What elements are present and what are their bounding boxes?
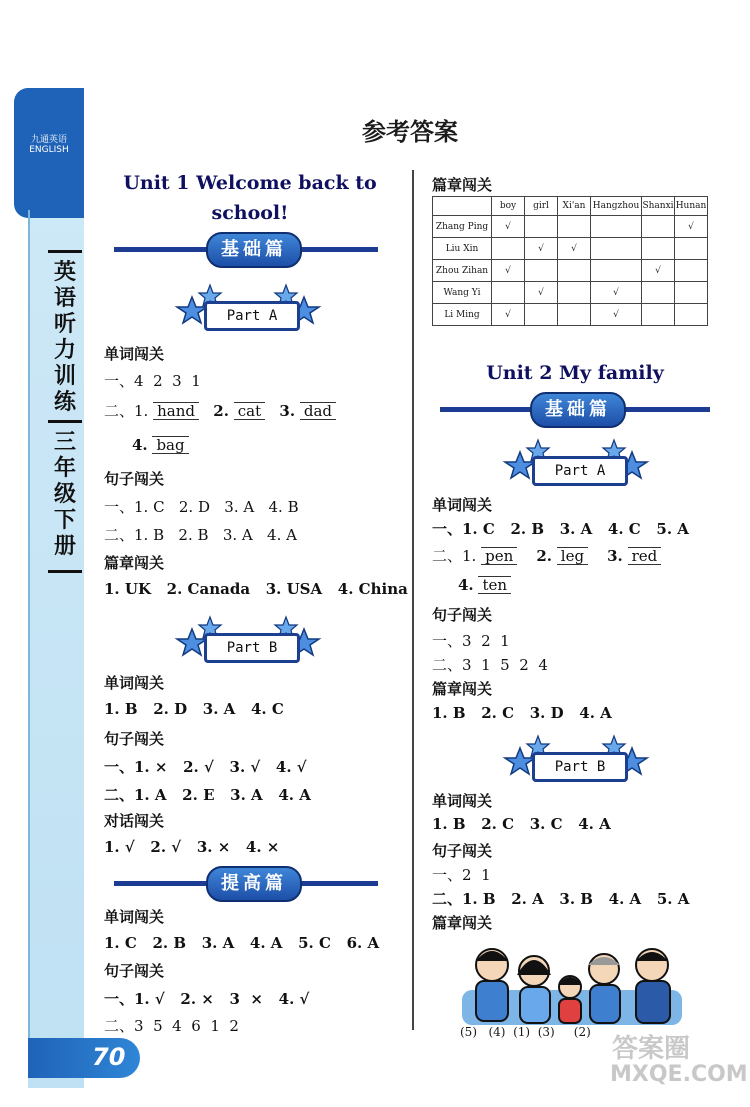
table-cell bbox=[525, 260, 558, 282]
table-cell: Li Ming bbox=[433, 304, 492, 326]
logo-sub: ENGLISH bbox=[29, 145, 69, 155]
table-cell: √ bbox=[492, 304, 525, 326]
answer-line: 一、1. √ 2. × 3 × 4. √ bbox=[104, 990, 310, 1008]
banner-basic-left bbox=[114, 232, 378, 266]
fill-word: dad bbox=[300, 402, 336, 420]
sidebar-bottom-rule bbox=[48, 570, 82, 573]
section-heading: 句子闯关 bbox=[104, 962, 165, 980]
part-label: Part A bbox=[532, 456, 628, 486]
section-heading: 单词闯关 bbox=[104, 908, 165, 926]
table-cell bbox=[642, 304, 675, 326]
sidebar-gap bbox=[48, 416, 82, 430]
sidebar-top-rule bbox=[48, 250, 82, 253]
fill-word: leg bbox=[557, 547, 588, 565]
answer-line: 1. √ 2. √ 3. × 4. × bbox=[104, 838, 280, 856]
sidebar-char: 三 bbox=[53, 430, 76, 455]
part-b-badge-left bbox=[170, 615, 330, 675]
answer-line: 1. B 2. C 3. C 4. A bbox=[432, 815, 611, 833]
sidebar-char: 听 bbox=[53, 312, 76, 337]
answer-line: 1. B 2. D 3. A 4. C bbox=[104, 700, 284, 718]
section-heading: 句子闯关 bbox=[104, 470, 165, 488]
item-number: 2. bbox=[213, 402, 229, 420]
fill-word: pen bbox=[481, 547, 517, 565]
section-heading: 单词闯关 bbox=[432, 496, 493, 514]
answer-line: 一、4 2 3 1 bbox=[104, 372, 201, 390]
table-cell bbox=[558, 304, 591, 326]
part-b-badge-right bbox=[498, 734, 658, 794]
sidebar-band bbox=[28, 88, 84, 1088]
banner-basic-right bbox=[440, 392, 710, 426]
family-answer-numbers: (5) (4) (1) (3) (2) bbox=[460, 1025, 591, 1039]
table-cell bbox=[675, 282, 708, 304]
publisher-logo bbox=[24, 132, 74, 166]
sidebar-char: 力 bbox=[53, 338, 76, 363]
table-cell: Liu Xin bbox=[433, 238, 492, 260]
fill-word: cat bbox=[234, 402, 265, 420]
answer-line: 1. C 2. B 3. A 4. A 5. C 6. A bbox=[104, 934, 380, 952]
fill-word: ten bbox=[478, 576, 511, 594]
table-cell bbox=[591, 260, 642, 282]
table-cell: √ bbox=[492, 216, 525, 238]
table-row bbox=[433, 282, 708, 304]
item-number: 4. bbox=[458, 576, 474, 594]
part-label: Part A bbox=[204, 301, 300, 331]
table-header-row bbox=[433, 197, 708, 216]
table-cell bbox=[492, 238, 525, 260]
answer-line: 1. B 2. C 3. D 4. A bbox=[432, 704, 612, 722]
family-illustration bbox=[462, 935, 682, 1025]
part-a-badge-right bbox=[498, 438, 658, 498]
answer-line-fill bbox=[458, 576, 511, 594]
fill-word: bag bbox=[152, 436, 188, 454]
answer-line-fill bbox=[104, 400, 336, 421]
table-cell: Zhou Zihan bbox=[433, 260, 492, 282]
item-number: 3. bbox=[279, 402, 296, 420]
answer-line: 二、3 1 5 2 4 bbox=[432, 656, 548, 674]
table-cell: √ bbox=[558, 238, 591, 260]
unit2-title: Unit 2 My family bbox=[486, 362, 664, 384]
table-row bbox=[433, 304, 708, 326]
sidebar-char: 练 bbox=[53, 390, 76, 415]
sidebar-char: 英 bbox=[53, 260, 76, 285]
table-cell bbox=[675, 260, 708, 282]
answer-line: 二、1. B 2. B 3. A 4. A bbox=[104, 526, 297, 544]
section-heading: 对话闯关 bbox=[104, 812, 165, 830]
section-heading: 篇章闯关 bbox=[432, 914, 493, 932]
table-header-cell: boy bbox=[492, 197, 525, 216]
table-cell: Zhang Ping bbox=[433, 216, 492, 238]
banner-label: 基础篇 bbox=[530, 392, 626, 428]
table-header-cell: girl bbox=[525, 197, 558, 216]
table-header-cell: Hangzhou bbox=[591, 197, 642, 216]
table-header-cell: Xi'an bbox=[558, 197, 591, 216]
item-number: 2. bbox=[536, 547, 552, 565]
answer-line: 二、1. B 2. A 3. B 4. A 5. A bbox=[432, 890, 690, 908]
logo-text: 九通英语 bbox=[30, 135, 67, 145]
sidebar-char: 年 bbox=[53, 456, 76, 481]
page-number: 70 bbox=[92, 1043, 126, 1071]
part-label: Part B bbox=[204, 633, 300, 663]
table-row bbox=[433, 260, 708, 282]
banner-label: 提高篇 bbox=[206, 866, 302, 902]
table-cell bbox=[675, 304, 708, 326]
section-heading: 句子闯关 bbox=[432, 842, 493, 860]
table-cell: Wang Yi bbox=[433, 282, 492, 304]
column-divider bbox=[412, 170, 414, 1030]
table-cell bbox=[642, 238, 675, 260]
item-number: 4. bbox=[132, 436, 148, 454]
unit1-title-line1: Unit 1 Welcome back to bbox=[123, 172, 377, 194]
sidebar-char: 册 bbox=[53, 534, 76, 559]
answer-line: 1. UK 2. Canada 3. USA 4. China bbox=[104, 580, 408, 598]
table-cell: √ bbox=[525, 238, 558, 260]
table-cell: √ bbox=[591, 304, 642, 326]
section-heading: 单词闯关 bbox=[432, 792, 493, 810]
answer-line: 一、1. C 2. D 3. A 4. B bbox=[104, 498, 299, 516]
table-cell bbox=[558, 216, 591, 238]
table-header-cell bbox=[433, 197, 492, 216]
sidebar-book-title bbox=[48, 260, 82, 560]
table-cell: √ bbox=[675, 216, 708, 238]
table-cell: √ bbox=[642, 260, 675, 282]
table-cell: √ bbox=[591, 282, 642, 304]
table-cell bbox=[525, 216, 558, 238]
table-header-cell: Hunan bbox=[675, 197, 708, 216]
fill-word: red bbox=[628, 547, 662, 565]
answer-line: 一、3 2 1 bbox=[432, 632, 510, 650]
item-number: 3. bbox=[607, 547, 623, 565]
table-cell bbox=[642, 216, 675, 238]
table-cell bbox=[492, 282, 525, 304]
answer-line: 一、2 1 bbox=[432, 866, 491, 884]
section-heading: 单词闯关 bbox=[104, 674, 165, 692]
table-cell bbox=[642, 282, 675, 304]
fill-word: hand bbox=[153, 402, 199, 420]
table-cell bbox=[675, 238, 708, 260]
table-row bbox=[433, 238, 708, 260]
answer-line-fill bbox=[132, 436, 189, 454]
table-cell bbox=[558, 282, 591, 304]
banner-label: 基础篇 bbox=[206, 232, 302, 268]
table-cell bbox=[591, 216, 642, 238]
watermark-url: MXQE.COM bbox=[610, 1062, 748, 1087]
section-heading: 篇章闯关 bbox=[432, 176, 493, 194]
watermark-logo: 答案圈 bbox=[612, 1034, 691, 1064]
answer-line: 一、1. × 2. √ 3. √ 4. √ bbox=[104, 758, 307, 776]
sidebar-mid-rule bbox=[48, 420, 82, 423]
table-cell bbox=[591, 238, 642, 260]
table-cell bbox=[558, 260, 591, 282]
banner-advanced bbox=[114, 866, 378, 900]
table-cell: √ bbox=[492, 260, 525, 282]
page-title: 参考答案 bbox=[362, 118, 458, 146]
part-a-badge-left bbox=[170, 283, 330, 343]
sidebar-char: 训 bbox=[53, 364, 76, 389]
section-heading: 单词闯关 bbox=[104, 345, 165, 363]
sidebar-char: 语 bbox=[53, 286, 76, 311]
item-prefix: 二、1. bbox=[104, 402, 149, 420]
answer-table bbox=[432, 196, 708, 326]
section-heading: 句子闯关 bbox=[104, 730, 165, 748]
answer-line: 二、3 5 4 6 1 2 bbox=[104, 1017, 239, 1035]
section-heading: 篇章闯关 bbox=[104, 554, 165, 572]
sidebar-rule bbox=[28, 210, 30, 1070]
item-prefix: 二、1. bbox=[432, 547, 477, 565]
table-cell bbox=[525, 304, 558, 326]
section-heading: 句子闯关 bbox=[432, 606, 493, 624]
table-cell: √ bbox=[525, 282, 558, 304]
sidebar-char: 下 bbox=[53, 508, 76, 533]
section-heading: 篇章闯关 bbox=[432, 680, 493, 698]
sidebar-char: 级 bbox=[53, 482, 76, 507]
table-row bbox=[433, 216, 708, 238]
table-header-cell: Shanxi bbox=[642, 197, 675, 216]
answer-line: 一、1. C 2. B 3. A 4. C 5. A bbox=[432, 520, 689, 538]
part-label: Part B bbox=[532, 752, 628, 782]
unit1-title-line2: school! bbox=[211, 202, 289, 224]
answer-line-fill bbox=[432, 545, 661, 566]
answer-line: 二、1. A 2. E 3. A 4. A bbox=[104, 786, 311, 804]
